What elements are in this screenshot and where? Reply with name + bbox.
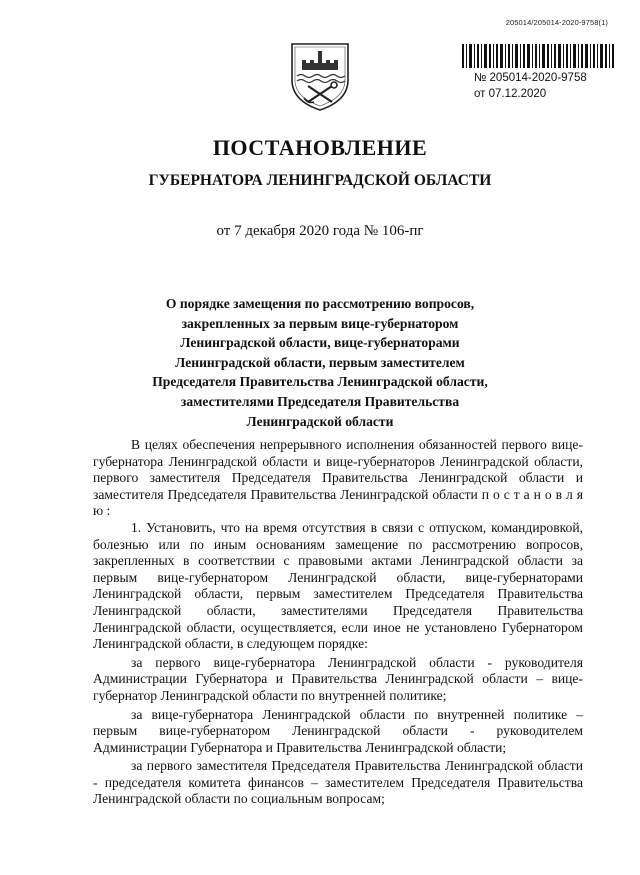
document-code: 205014/205014-2020-9758(1) [505,18,608,27]
preamble-paragraph: В целях обеспечения непрерывного исполнения обязанностей первого вице-губернатора Ленинградской области и вице-губернаторов Ленинградской области, первого заместителя Председателя Правительства Ленинградской области и заместителя Председателя Правительства Ленинградской области п о с т а н о в л я ю : [93,437,583,519]
document-subtitle: ГУБЕРНАТОРА ЛЕНИНГРАДСКОЙ ОБЛАСТИ [148,172,492,189]
rule-paragraph: за вице-губернатора Ленинградской области по внутренней политике – первым вице-губернатором Ленинградской области - руководителем Администрации Губернатора и Правительства Ленинградской области; [93,706,583,755]
registration-number: № 205014-2020-9758 [474,72,587,84]
document-title: ПОСТАНОВЛЕНИЕ [212,135,428,160]
decree-date-number: от 7 декабря 2020 года № 106-пг [216,223,424,239]
item-1-paragraph: 1. Установить, что на время отсутствия в связи с отпуском, командировкой, болезнью или по иным основаниям замещение по рассмотрению вопросов, закрепленных в соответствии с правовыми актами Ленинградской области за первым вице-губернатором Ленинградской области, вице-губернаторами Ленинградской области, первым заместителем Председателя Правительства Ленинградской области, заместителями Председателя Правительства Ленинградской области, осуществляется, если иное не установлено Губернатором Ленинградской области, в следующем порядке: [93,519,583,652]
rule-paragraph: за первого заместителя Председателя Правительства Ленинградской области - председателя комитета финансов – заместителем Председателя Правительства Ленинградской области по социальным вопросам; [93,758,583,807]
decree-heading: О порядке замещения по рассмотрению вопросов, закрепленных за первым вице-губернатором Ленинградской области, вице-губернаторами Ленинградской области, первым заместителем Председателя Правительства Ленинградской области, заместителями Председателя Правительства Ленинградской области [152,296,488,429]
barcode-icon [462,44,614,68]
document-body [93,437,583,808]
rule-paragraph: за первого вице-губернатора Ленинградской области - руководителя Администрации Губернатора и Правительства Ленинградской области – вице-губернатор Ленинградской области по внутренней политике; [93,654,583,703]
registration-date: от 07.12.2020 [474,88,547,100]
leningrad-oblast-coat-of-arms-icon [288,40,352,112]
